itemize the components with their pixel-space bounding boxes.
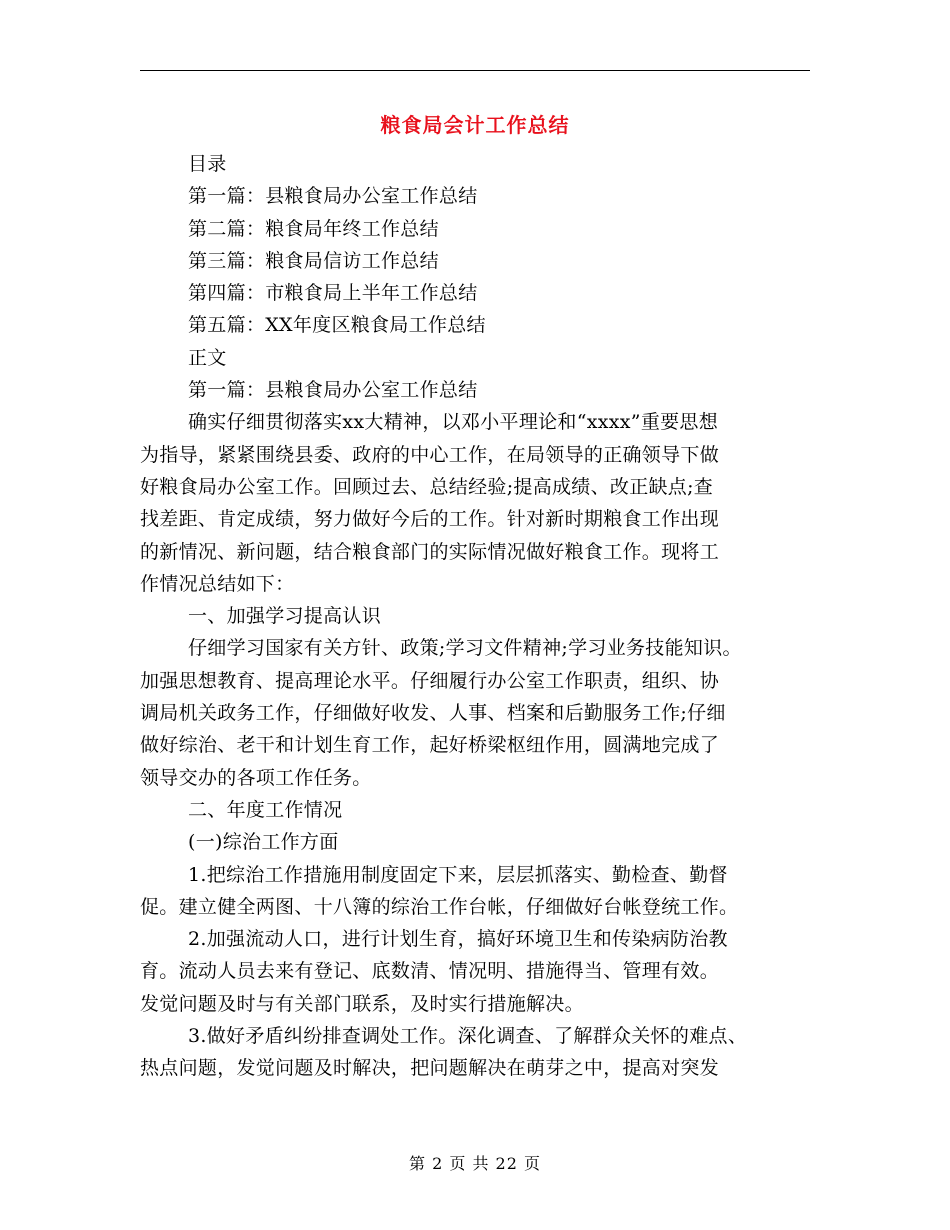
paragraph-line: 加强思想教育、提高理论水平。仔细履行办公室工作职责，组织、协 (140, 669, 720, 692)
paragraph-line: 3.做好矛盾纠纷排查调处工作。深化调查、了解群众关怀的难点、 (188, 1025, 748, 1048)
paragraph-line: 好粮食局办公室工作。回顾过去、总结经验;提高成绩、改正缺点;查 (140, 475, 714, 498)
paragraph-line: 领导交办的各项工作任务。 (140, 766, 372, 789)
header-rule (140, 70, 810, 71)
paragraph-line: 调局机关政务工作，仔细做好收发、人事、档案和后勤服务工作;仔细 (140, 702, 726, 725)
paragraph-line: 促。建立健全两图、十八簿的综治工作台帐，仔细做好台帐登统工作。 (140, 895, 739, 918)
paragraph-line: 热点问题，发觉问题及时解决，把问题解决在萌芽之中，提高对突发 (140, 1057, 720, 1080)
page-number: 第 2 页 共 22 页 (409, 1154, 541, 1173)
paragraph-line: 找差距、肯定成绩，努力做好今后的工作。针对新时期粮食工作出现 (140, 508, 720, 531)
page-title: 粮食局会计工作总结 (380, 113, 570, 137)
toc-item: 第三篇：粮食局信访工作总结 (188, 249, 439, 272)
toc-item: 第一篇：县粮食局办公室工作总结 (188, 185, 478, 208)
paragraph-line: 2.加强流动人口，进行计划生育，搞好环境卫生和传染病防治教 (188, 928, 728, 951)
paragraph-line: 发觉问题及时与有关部门联系，及时实行措施解决。 (140, 992, 584, 1015)
subheading: 二、年度工作情况 (188, 798, 343, 821)
document-body (140, 148, 812, 1085)
subheading: (一)综治工作方面 (188, 831, 339, 854)
subheading: 一、加强学习提高认识 (188, 605, 382, 628)
body-heading: 正文 (188, 346, 227, 369)
paragraph-line: 为指导，紧紧围绕县委、政府的中心工作，在局领导的正确领导下做 (140, 443, 720, 466)
paragraph-line: 的新情况、新问题，结合粮食部门的实际情况做好粮食工作。现将工 (140, 540, 720, 563)
toc-item: 第五篇：XX年度区粮食局工作总结 (188, 314, 486, 337)
paragraph-line: 确实仔细贯彻落实xx大精神，以邓小平理论和“xxxx”重要思想 (188, 411, 719, 434)
toc-heading: 目录 (188, 153, 227, 175)
paragraph-line: 育。流动人员去来有登记、底数清、情况明、措施得当、管理有效。 (140, 960, 720, 983)
toc-item: 第二篇：粮食局年终工作总结 (188, 217, 439, 240)
paragraph-line: 仔细学习国家有关方针、政策;学习文件精神;学习业务技能知识。 (188, 637, 742, 660)
paragraph-line: 做好综治、老干和计划生育工作，起好桥梁枢纽作用，圆满地完成了 (140, 734, 720, 757)
toc-item: 第四篇：市粮食局上半年工作总结 (188, 282, 478, 305)
paragraph-line: 作情况总结如下： (140, 572, 295, 595)
section-title: 第一篇：县粮食局办公室工作总结 (188, 379, 478, 402)
paragraph-line: 1.把综治工作措施用制度固定下来，层层抓落实、勤检查、勤督 (188, 863, 728, 886)
